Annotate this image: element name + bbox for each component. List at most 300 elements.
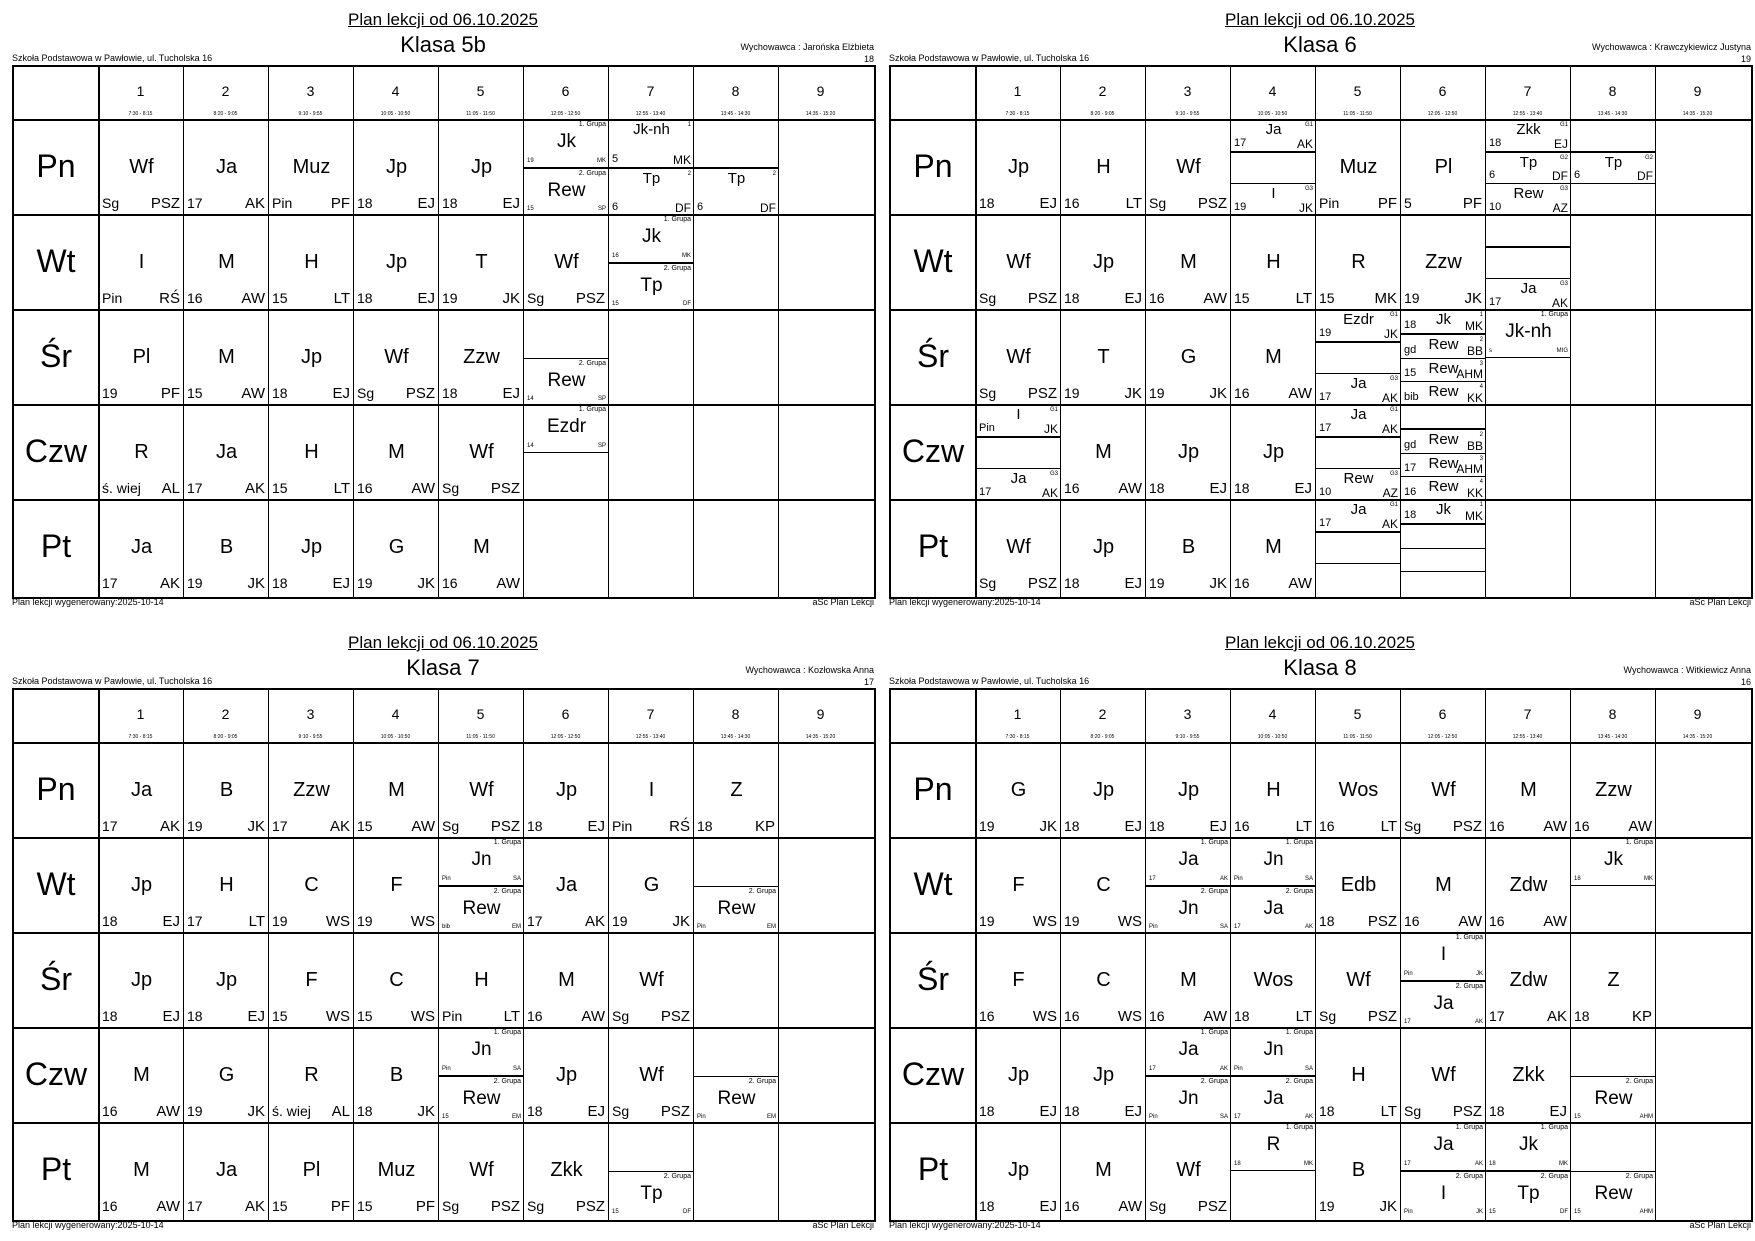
lesson-cell[interactable] — [976, 933, 1061, 1028]
generated-date: Plan lekcji wygenerowany:2025-10-14 — [889, 1220, 1041, 1230]
group-lesson[interactable] — [1571, 120, 1656, 152]
group-lesson[interactable] — [524, 120, 609, 168]
lesson-cell[interactable] — [779, 215, 864, 310]
lesson-cell[interactable] — [1571, 1028, 1656, 1123]
lesson-cell[interactable] — [1316, 310, 1401, 405]
lesson-cell[interactable] — [269, 1123, 354, 1218]
lesson-cell[interactable] — [1231, 215, 1316, 310]
lesson-cell[interactable] — [1231, 310, 1316, 405]
lesson-cell[interactable] — [609, 310, 694, 405]
lesson-cell[interactable] — [1061, 310, 1146, 405]
group-lesson[interactable] — [1401, 933, 1486, 981]
group-lesson[interactable] — [1316, 342, 1401, 375]
group-label: G3 — [1049, 471, 1058, 478]
lesson-cell[interactable] — [269, 743, 354, 838]
lesson-cell[interactable] — [1061, 743, 1146, 838]
lesson-cell[interactable] — [1231, 1123, 1316, 1218]
lesson-cell[interactable] — [609, 933, 694, 1028]
lesson-cell[interactable] — [184, 838, 269, 933]
lesson-cell[interactable] — [1146, 405, 1231, 500]
room-label: 16 — [1234, 818, 1250, 834]
lesson-cell[interactable] — [439, 215, 524, 310]
lesson-cell[interactable] — [1656, 310, 1741, 405]
lesson-cell[interactable] — [269, 500, 354, 595]
lesson-cell[interactable] — [1061, 1123, 1146, 1218]
group-lesson[interactable] — [976, 468, 1061, 500]
lesson-cell[interactable] — [976, 500, 1061, 595]
lesson-cell[interactable] — [694, 1028, 779, 1123]
group-subject: I — [1440, 944, 1447, 965]
lesson-cell[interactable] — [1146, 933, 1231, 1028]
lesson-cell[interactable] — [1571, 120, 1656, 215]
lesson-cell[interactable] — [1486, 500, 1571, 595]
lesson-cell[interactable] — [184, 1028, 269, 1123]
lesson-cell[interactable] — [1486, 310, 1571, 405]
group-lesson[interactable] — [1316, 437, 1401, 470]
lesson-cell[interactable] — [1401, 838, 1486, 933]
group-lesson[interactable] — [1486, 278, 1571, 310]
group-lesson[interactable] — [1316, 563, 1401, 595]
lesson-cell[interactable] — [184, 405, 269, 500]
teacher-label: PSZ — [405, 385, 435, 402]
lesson-cell[interactable] — [1316, 838, 1401, 933]
lesson-cell[interactable] — [609, 1028, 694, 1123]
group-lesson[interactable] — [1571, 152, 1656, 185]
lesson-cell[interactable] — [1571, 1123, 1656, 1218]
group-room: 19 — [1234, 200, 1247, 213]
lesson-cell[interactable] — [1486, 215, 1571, 310]
lesson-cell[interactable] — [1571, 838, 1656, 933]
lesson-cell[interactable] — [1231, 838, 1316, 933]
lesson-cell[interactable] — [1231, 500, 1316, 595]
lesson-cell[interactable] — [976, 215, 1061, 310]
period-number: 2 — [1098, 83, 1107, 99]
lesson-cell[interactable] — [779, 500, 864, 595]
lesson-cell[interactable] — [524, 500, 609, 595]
group-lesson[interactable] — [439, 1028, 524, 1076]
group-lesson[interactable] — [694, 168, 779, 216]
lesson-cell[interactable] — [524, 215, 609, 310]
lesson-cell[interactable] — [354, 1028, 439, 1123]
lesson-cell[interactable] — [1316, 933, 1401, 1028]
lesson-cell[interactable] — [1401, 215, 1486, 310]
group-room: Pin — [697, 1114, 706, 1120]
lesson-cell[interactable] — [439, 405, 524, 500]
teacher-label: EJ — [1209, 818, 1227, 835]
lesson-cell[interactable] — [269, 933, 354, 1028]
group-lesson[interactable] — [1401, 1123, 1486, 1171]
lesson-cell[interactable] — [779, 1028, 864, 1123]
lesson-cell[interactable] — [524, 743, 609, 838]
room-label: 19 — [1064, 385, 1080, 401]
teacher-label: EJ — [587, 1103, 605, 1120]
group-lesson[interactable] — [1231, 1076, 1316, 1124]
group-room: 15 — [1574, 1209, 1581, 1215]
group-lesson[interactable] — [1401, 500, 1486, 524]
group-lesson[interactable] — [1401, 381, 1486, 405]
lesson-cell[interactable] — [1316, 405, 1401, 500]
lesson-cell[interactable] — [354, 838, 439, 933]
lesson-cell[interactable] — [1571, 215, 1656, 310]
group-room: 18 — [1574, 875, 1581, 882]
lesson-cell[interactable] — [779, 1123, 864, 1218]
group-lesson[interactable] — [1486, 247, 1571, 280]
lesson-cell[interactable] — [1656, 405, 1741, 500]
lesson-cell[interactable] — [609, 215, 694, 310]
group-lesson[interactable] — [1146, 838, 1231, 886]
lesson-cell[interactable] — [354, 405, 439, 500]
group-lesson[interactable] — [1316, 500, 1401, 532]
lesson-cell[interactable] — [1486, 1028, 1571, 1123]
lesson-cell[interactable] — [99, 120, 184, 215]
teacher-label: LT — [333, 290, 350, 307]
lesson-cell[interactable] — [99, 500, 184, 595]
lesson-cell[interactable] — [1061, 120, 1146, 215]
lesson-cell[interactable] — [1656, 838, 1741, 933]
group-room: 15 — [1574, 1114, 1581, 1120]
lesson-cell[interactable] — [354, 743, 439, 838]
group-lesson[interactable] — [1571, 1076, 1656, 1124]
class-name: Klasa 8 — [1283, 655, 1357, 680]
group-lesson[interactable] — [1401, 548, 1486, 573]
group-lesson[interactable] — [1486, 152, 1571, 185]
group-lesson[interactable] — [1146, 1028, 1231, 1076]
group-lesson[interactable] — [1401, 358, 1486, 383]
lesson-cell[interactable] — [184, 500, 269, 595]
lesson-cell[interactable] — [1231, 933, 1316, 1028]
lesson-cell[interactable] — [269, 120, 354, 215]
lesson-cell[interactable] — [354, 215, 439, 310]
lesson-cell[interactable] — [1146, 500, 1231, 595]
lesson-cell[interactable] — [184, 933, 269, 1028]
lesson-cell[interactable] — [354, 933, 439, 1028]
lesson-cell[interactable] — [976, 405, 1061, 500]
lesson-cell[interactable] — [269, 310, 354, 405]
lesson-cell[interactable] — [1401, 405, 1486, 500]
group-lesson[interactable] — [1401, 524, 1486, 549]
lesson-cell[interactable] — [524, 838, 609, 933]
lesson-cell[interactable] — [99, 1028, 184, 1123]
lesson-cell[interactable] — [1316, 215, 1401, 310]
lesson-cell[interactable] — [609, 1123, 694, 1218]
lesson-cell[interactable] — [1061, 1028, 1146, 1123]
lesson-cell[interactable] — [694, 215, 779, 310]
lesson-cell[interactable] — [99, 215, 184, 310]
lesson-cell[interactable] — [1061, 933, 1146, 1028]
group-lesson[interactable] — [1231, 183, 1316, 215]
group-lesson[interactable] — [1316, 310, 1401, 342]
lesson-cell[interactable] — [439, 743, 524, 838]
lesson-cell[interactable] — [1146, 838, 1231, 933]
teacher-label: WS — [1032, 913, 1057, 930]
lesson-cell[interactable] — [609, 838, 694, 933]
lesson-cell[interactable] — [269, 838, 354, 933]
subject-label: Zdw — [1509, 874, 1548, 896]
lesson-cell[interactable] — [354, 500, 439, 595]
lesson-cell[interactable] — [1656, 120, 1741, 215]
lesson-cell[interactable] — [609, 500, 694, 595]
group-subject: Rew — [1343, 470, 1374, 488]
lesson-cell[interactable] — [439, 1123, 524, 1218]
lesson-cell[interactable] — [1146, 1123, 1231, 1218]
teacher-label: PSZ — [1452, 1103, 1482, 1120]
lesson-cell[interactable] — [1486, 838, 1571, 933]
room-label: 17 — [187, 195, 203, 211]
lesson-cell[interactable] — [184, 215, 269, 310]
group-room: 17 — [1319, 516, 1332, 529]
lesson-cell[interactable] — [269, 215, 354, 310]
group-lesson[interactable] — [1401, 334, 1486, 359]
lesson-cell[interactable] — [609, 120, 694, 215]
lesson-cell[interactable] — [1571, 310, 1656, 405]
lesson-cell[interactable] — [1486, 743, 1571, 838]
lesson-cell[interactable] — [184, 1123, 269, 1218]
lesson-cell[interactable] — [184, 310, 269, 405]
lesson-cell[interactable] — [779, 120, 864, 215]
lesson-cell[interactable] — [1146, 120, 1231, 215]
lesson-cell[interactable] — [1401, 933, 1486, 1028]
room-label: 19 — [187, 818, 203, 834]
lesson-cell[interactable] — [1061, 215, 1146, 310]
lesson-cell[interactable] — [694, 500, 779, 595]
lesson-cell[interactable] — [976, 1123, 1061, 1218]
lesson-cell[interactable] — [976, 838, 1061, 933]
group-lesson[interactable] — [1401, 429, 1486, 454]
lesson-cell[interactable] — [524, 1028, 609, 1123]
group-lesson[interactable] — [524, 405, 609, 453]
lesson-cell[interactable] — [609, 405, 694, 500]
lesson-cell[interactable] — [439, 838, 524, 933]
subject-label: Pl — [302, 1159, 321, 1181]
group-lesson[interactable] — [1486, 1123, 1571, 1171]
group-lesson[interactable] — [694, 1076, 779, 1124]
subject-label: Zzw — [1425, 251, 1462, 273]
lesson-cell[interactable] — [354, 310, 439, 405]
lesson-cell[interactable] — [1316, 500, 1401, 595]
group-lesson[interactable] — [1146, 886, 1231, 934]
lesson-cell[interactable] — [694, 933, 779, 1028]
lesson-cell[interactable] — [779, 743, 864, 838]
group-lesson[interactable] — [609, 263, 694, 311]
group-lesson[interactable] — [609, 168, 694, 216]
period-header — [608, 690, 693, 742]
lesson-cell[interactable] — [1146, 1028, 1231, 1123]
lesson-cell[interactable] — [439, 500, 524, 595]
group-lesson[interactable] — [1401, 571, 1486, 595]
lesson-cell[interactable] — [1401, 1123, 1486, 1218]
lesson-cell[interactable] — [609, 743, 694, 838]
lesson-cell[interactable] — [1231, 405, 1316, 500]
period-time: 12:55 - 13:40 — [1512, 734, 1543, 740]
lesson-cell[interactable] — [269, 1028, 354, 1123]
group-teacher: DF — [675, 201, 691, 215]
lesson-cell[interactable] — [1401, 1028, 1486, 1123]
lesson-cell[interactable] — [976, 120, 1061, 215]
group-lesson[interactable] — [1486, 1171, 1571, 1219]
group-lesson[interactable] — [1231, 1123, 1316, 1171]
lesson-cell[interactable] — [1061, 405, 1146, 500]
group-lesson[interactable] — [1316, 532, 1401, 565]
subject-label: Zkk — [550, 1159, 583, 1181]
lesson-cell[interactable] — [439, 1028, 524, 1123]
lesson-cell[interactable] — [1061, 838, 1146, 933]
lesson-cell[interactable] — [1061, 500, 1146, 595]
teacher-label: JK — [502, 290, 520, 307]
lesson-cell[interactable] — [694, 120, 779, 215]
group-lesson[interactable] — [976, 437, 1061, 470]
group-lesson[interactable] — [439, 1076, 524, 1124]
lesson-cell[interactable] — [524, 310, 609, 405]
group-lesson[interactable] — [694, 886, 779, 934]
lesson-cell[interactable] — [976, 743, 1061, 838]
period-number: 9 — [816, 83, 825, 99]
lesson-cell[interactable] — [1656, 1123, 1741, 1218]
lesson-cell[interactable] — [99, 933, 184, 1028]
lesson-cell[interactable] — [524, 120, 609, 215]
lesson-cell[interactable] — [1316, 1028, 1401, 1123]
lesson-cell[interactable] — [694, 1123, 779, 1218]
group-lesson[interactable] — [1571, 183, 1656, 215]
group-lesson[interactable] — [1231, 1028, 1316, 1076]
lesson-cell[interactable] — [1486, 405, 1571, 500]
group-lesson[interactable] — [1401, 405, 1486, 429]
period-time: 9:10 - 9:55 — [1175, 734, 1200, 740]
lesson-cell[interactable] — [694, 743, 779, 838]
group-lesson[interactable] — [1571, 1171, 1656, 1219]
group-lesson[interactable] — [1486, 183, 1571, 215]
lesson-cell[interactable] — [439, 310, 524, 405]
lesson-cell[interactable] — [1571, 743, 1656, 838]
group-lesson[interactable] — [609, 215, 694, 263]
lesson-cell[interactable] — [524, 1123, 609, 1218]
lesson-cell[interactable] — [1486, 1123, 1571, 1218]
lesson-cell[interactable] — [1656, 933, 1741, 1028]
lesson-cell[interactable] — [1571, 405, 1656, 500]
lesson-cell[interactable] — [184, 743, 269, 838]
lesson-cell[interactable] — [779, 310, 864, 405]
lesson-cell[interactable] — [976, 1028, 1061, 1123]
lesson-cell[interactable] — [694, 838, 779, 933]
lesson-cell[interactable] — [99, 1123, 184, 1218]
subject-label: Wf — [1346, 969, 1371, 991]
lesson-cell[interactable] — [779, 838, 864, 933]
lesson-cell[interactable] — [439, 120, 524, 215]
group-lesson[interactable] — [439, 838, 524, 886]
lesson-cell[interactable] — [439, 933, 524, 1028]
lesson-cell[interactable] — [99, 743, 184, 838]
group-lesson[interactable] — [1231, 886, 1316, 934]
group-lesson[interactable] — [1401, 310, 1486, 334]
lesson-cell[interactable] — [1146, 215, 1231, 310]
group-subject: Rew — [1428, 478, 1459, 496]
group-lesson[interactable] — [976, 405, 1061, 437]
lesson-cell[interactable] — [354, 1123, 439, 1218]
group-lesson[interactable] — [439, 886, 524, 934]
lesson-cell[interactable] — [694, 310, 779, 405]
subject-label: Ja — [215, 156, 238, 178]
group-lesson[interactable] — [1231, 152, 1316, 185]
group-lesson[interactable] — [1401, 453, 1486, 478]
room-label: Sg — [442, 480, 460, 496]
group-lesson[interactable] — [1231, 120, 1316, 152]
group-lesson[interactable] — [1401, 476, 1486, 500]
lesson-cell[interactable] — [1231, 743, 1316, 838]
lesson-cell[interactable] — [1486, 933, 1571, 1028]
lesson-cell[interactable] — [269, 405, 354, 500]
lesson-cell[interactable] — [1401, 743, 1486, 838]
group-lesson[interactable] — [1401, 1171, 1486, 1219]
group-teacher: AZ — [1382, 485, 1398, 500]
group-lesson[interactable] — [694, 120, 779, 168]
day-name: Czw — [901, 433, 965, 469]
lesson-cell[interactable] — [1146, 743, 1231, 838]
group-subject: I — [1440, 1182, 1447, 1204]
group-lesson[interactable] — [1401, 981, 1486, 1029]
subject-label: M — [1095, 441, 1112, 463]
group-lesson[interactable] — [1486, 310, 1571, 358]
group-lesson[interactable] — [524, 358, 609, 406]
lesson-cell[interactable] — [694, 405, 779, 500]
group-lesson[interactable] — [1316, 373, 1401, 405]
group-lesson[interactable] — [1486, 215, 1571, 247]
group-label: 1. Grupa — [1455, 934, 1483, 941]
group-lesson[interactable] — [524, 168, 609, 216]
group-lesson[interactable] — [1316, 405, 1401, 437]
lesson-cell[interactable] — [1316, 1123, 1401, 1218]
lesson-cell[interactable] — [524, 933, 609, 1028]
lesson-cell[interactable] — [1401, 120, 1486, 215]
lesson-cell[interactable] — [1486, 120, 1571, 215]
lesson-cell[interactable] — [1656, 1028, 1741, 1123]
room-label: 18 — [1234, 480, 1250, 496]
lesson-cell[interactable] — [1401, 500, 1486, 595]
teacher-label: WS — [410, 1008, 435, 1025]
lesson-cell[interactable] — [779, 933, 864, 1028]
group-lesson[interactable] — [1146, 1076, 1231, 1124]
lesson-cell[interactable] — [1231, 120, 1316, 215]
group-teacher: AK — [1219, 1065, 1228, 1072]
lesson-cell[interactable] — [779, 405, 864, 500]
group-lesson[interactable] — [1571, 838, 1656, 886]
lesson-cell[interactable] — [99, 838, 184, 933]
lesson-cell[interactable] — [1656, 743, 1741, 838]
subject-label: F — [390, 874, 403, 896]
group-lesson[interactable] — [1486, 120, 1571, 152]
lesson-cell[interactable] — [99, 310, 184, 405]
group-lesson[interactable] — [609, 120, 694, 168]
group-lesson[interactable] — [1316, 468, 1401, 500]
period-time: 10:05 - 10:50 — [380, 111, 411, 117]
lesson-cell[interactable] — [1316, 120, 1401, 215]
group-lesson[interactable] — [1231, 838, 1316, 886]
lesson-cell[interactable] — [524, 405, 609, 500]
lesson-cell[interactable] — [1401, 310, 1486, 405]
lesson-cell[interactable] — [354, 120, 439, 215]
lesson-cell[interactable] — [99, 405, 184, 500]
lesson-cell[interactable] — [1656, 215, 1741, 310]
lesson-cell[interactable] — [976, 310, 1061, 405]
teacher-label: AK — [244, 195, 265, 212]
lesson-cell[interactable] — [1656, 500, 1741, 595]
group-lesson[interactable] — [609, 1171, 694, 1219]
lesson-cell[interactable] — [1146, 310, 1231, 405]
lesson-cell[interactable] — [1316, 743, 1401, 838]
lesson-cell[interactable] — [184, 120, 269, 215]
lesson-cell[interactable] — [1571, 933, 1656, 1028]
teacher-label: AW — [496, 575, 520, 592]
lesson-cell[interactable] — [1571, 500, 1656, 595]
lesson-cell[interactable] — [1231, 1028, 1316, 1123]
